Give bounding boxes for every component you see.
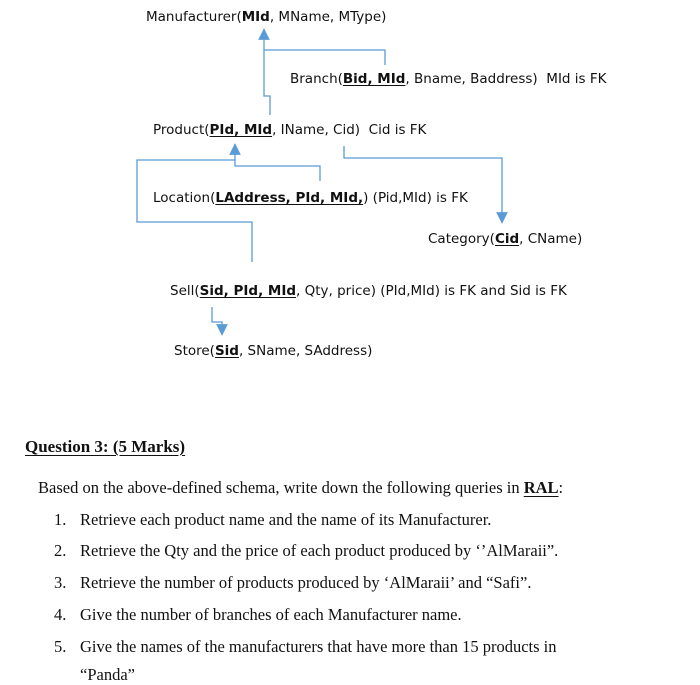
relation-name: Store( [174,343,215,359]
sell-to-store-arrow [212,307,222,330]
intro-text: Based on the above-defined schema, write down the following queries in [38,478,524,497]
relation-branch [290,70,606,88]
relation-location [153,189,468,207]
primary-key: Sid, PId, MId [199,283,297,299]
primary-key: Bid, MId [342,71,406,87]
intro-colon: : [558,478,564,497]
primary-key: LAddress, PId, MId, [215,190,364,206]
question-item [54,665,135,685]
item-number: 5. [54,637,67,656]
relation-manufacturer [146,8,386,26]
relation-attributes: , Qty, price) (PId,MId) is FK and Sid is FK [296,283,567,299]
item-number: 4. [54,605,67,624]
question-item [54,637,557,657]
relation-attributes: , IName, Cid) [272,122,361,138]
relation-name: Manufacturer( [146,9,242,25]
ral-keyword: RAL [523,478,559,497]
relation-name: Category( [428,231,495,247]
relation-attributes: ) (Pid,MId) is FK [363,190,468,206]
question-item [54,510,491,530]
question-item [54,573,531,593]
item-text: Retrieve the Qty and the price of each product produced by ‘’AlMaraii”. [80,541,559,560]
product-to-manufacturer-arrow [264,50,270,115]
primary-key: PId, MId [209,122,273,138]
product-to-category-arrow [344,146,502,218]
foreign-key-note: Cid is FK [368,122,427,138]
item-text: Retrieve each product name and the name of its Manufacturer. [80,510,492,529]
question-title: Question 3: (5 Marks) [25,437,186,456]
item-number: 1. [54,510,67,529]
item-number: 2. [54,541,67,560]
relation-category [428,230,582,248]
foreign-key-note: MId is FK [546,71,607,87]
question-intro [38,478,563,498]
item-number: 3. [54,573,67,592]
item-text: Retrieve the number of products produced by ‘AlMaraii’ and “Safi”. [80,573,532,592]
sell-to-product-arrow [137,160,252,262]
relation-name: Product( [153,122,210,138]
relation-attributes: , CName) [519,231,583,247]
item-text: Give the names of the manufacturers that have more than 15 products in [80,637,557,656]
item-text: Give the number of branches of each Manufacturer name. [80,605,462,624]
relation-name: Sell( [170,283,200,299]
primary-key: Sid [214,343,239,359]
primary-key: Cid [494,231,520,247]
primary-key: MId [241,9,270,25]
relation-attributes: , SName, SAddress) [238,343,373,359]
relation-attributes: , MName, MType) [269,9,387,25]
location-to-product-arrow [235,149,320,181]
relation-store [174,342,372,360]
question-item [54,605,462,625]
relation-name: Branch( [290,71,343,87]
branch-to-manufacturer-arrow [264,34,385,65]
relation-name: Location( [153,190,216,206]
relation-attributes: , Bname, Baddress) [405,71,538,87]
relation-product [153,121,426,139]
relation-sell [170,282,567,300]
item-text: “Panda” [80,665,135,684]
question-item [54,541,558,561]
